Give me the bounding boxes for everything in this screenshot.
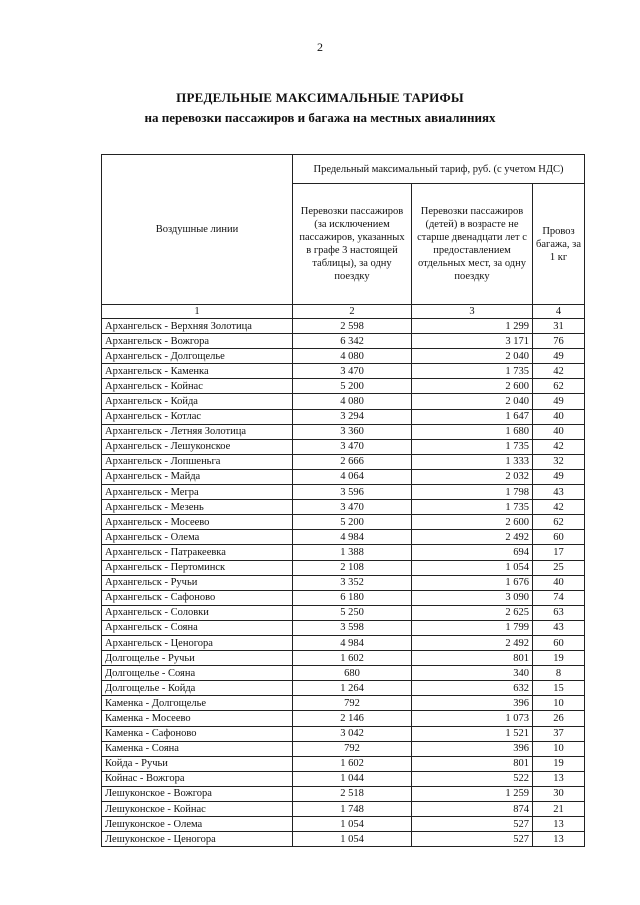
- baggage-tariff-cell: 10: [533, 696, 585, 711]
- baggage-tariff-cell: 10: [533, 741, 585, 756]
- route-cell: Долгощелье - Сояна: [102, 666, 293, 681]
- table-row: [102, 802, 585, 817]
- route-cell: Лешуконское - Ценогора: [102, 832, 293, 847]
- passenger-tariff-cell: 3 598: [293, 620, 412, 635]
- passenger-tariff-cell: 3 470: [293, 364, 412, 379]
- table-row: [102, 319, 585, 334]
- baggage-tariff-cell: 40: [533, 424, 585, 439]
- passenger-tariff-cell: 2 598: [293, 319, 412, 334]
- column-number: 2: [293, 305, 412, 319]
- child-tariff-cell: 2 040: [412, 349, 533, 364]
- child-tariff-cell: 1 647: [412, 409, 533, 424]
- child-tariff-cell: 2 600: [412, 515, 533, 530]
- child-tariff-cell: 522: [412, 771, 533, 786]
- child-tariff-cell: 2 625: [412, 605, 533, 620]
- baggage-tariff-cell: 49: [533, 394, 585, 409]
- baggage-tariff-cell: 74: [533, 590, 585, 605]
- table-row: [102, 771, 585, 786]
- route-cell: Лешуконское - Вожгора: [102, 786, 293, 801]
- child-tariff-cell: 1 073: [412, 711, 533, 726]
- child-tariff-cell: 3 171: [412, 334, 533, 349]
- baggage-tariff-cell: 43: [533, 485, 585, 500]
- header-routes: Воздушные линии: [102, 155, 293, 305]
- passenger-tariff-cell: 3 470: [293, 500, 412, 515]
- baggage-tariff-cell: 13: [533, 832, 585, 847]
- column-number: 4: [533, 305, 585, 319]
- child-tariff-cell: 1 054: [412, 560, 533, 575]
- route-cell: Архангельск - Олема: [102, 530, 293, 545]
- child-tariff-cell: 2 492: [412, 530, 533, 545]
- table-row: [102, 560, 585, 575]
- baggage-tariff-cell: 30: [533, 786, 585, 801]
- passenger-tariff-cell: 1 602: [293, 651, 412, 666]
- passenger-tariff-cell: 1 748: [293, 802, 412, 817]
- baggage-tariff-cell: 40: [533, 575, 585, 590]
- table-row: [102, 620, 585, 635]
- table-row: [102, 379, 585, 394]
- child-tariff-cell: 2 492: [412, 635, 533, 650]
- route-cell: Архангельск - Вожгора: [102, 334, 293, 349]
- child-tariff-cell: 801: [412, 756, 533, 771]
- route-cell: Архангельск - Лопшеньга: [102, 454, 293, 469]
- route-cell: Долгощелье - Койда: [102, 681, 293, 696]
- table-row: [102, 635, 585, 650]
- column-number: 1: [102, 305, 293, 319]
- route-cell: Архангельск - Сояна: [102, 620, 293, 635]
- table-row: [102, 666, 585, 681]
- passenger-tariff-cell: 4 984: [293, 635, 412, 650]
- baggage-tariff-cell: 37: [533, 726, 585, 741]
- table-row: [102, 515, 585, 530]
- baggage-tariff-cell: 8: [533, 666, 585, 681]
- child-tariff-cell: 801: [412, 651, 533, 666]
- document-title: ПРЕДЕЛЬНЫЕ МАКСИМАЛЬНЫЕ ТАРИФЫ: [176, 90, 464, 105]
- table-row: [102, 454, 585, 469]
- child-tariff-cell: 527: [412, 832, 533, 847]
- table-row: [102, 469, 585, 484]
- child-tariff-cell: 527: [412, 817, 533, 832]
- table-row: [102, 651, 585, 666]
- baggage-tariff-cell: 63: [533, 605, 585, 620]
- baggage-tariff-cell: 21: [533, 802, 585, 817]
- passenger-tariff-cell: 4 984: [293, 530, 412, 545]
- baggage-tariff-cell: 17: [533, 545, 585, 560]
- baggage-tariff-cell: 43: [533, 620, 585, 635]
- route-cell: Архангельск - Патракеевка: [102, 545, 293, 560]
- table-row: [102, 726, 585, 741]
- passenger-tariff-cell: 2 108: [293, 560, 412, 575]
- route-cell: Каменка - Мосеево: [102, 711, 293, 726]
- route-cell: Архангельск - Мосеево: [102, 515, 293, 530]
- page-number: 2: [317, 40, 323, 54]
- table-row: [102, 545, 585, 560]
- child-tariff-cell: 1 798: [412, 485, 533, 500]
- route-cell: Архангельск - Ручьи: [102, 575, 293, 590]
- baggage-tariff-cell: 62: [533, 515, 585, 530]
- table-row: [102, 741, 585, 756]
- table-row: [102, 349, 585, 364]
- baggage-tariff-cell: 32: [533, 454, 585, 469]
- baggage-tariff-cell: 60: [533, 530, 585, 545]
- passenger-tariff-cell: 1 602: [293, 756, 412, 771]
- table-row: [102, 786, 585, 801]
- route-cell: Каменка - Сояна: [102, 741, 293, 756]
- table-row: [102, 334, 585, 349]
- baggage-tariff-cell: 25: [533, 560, 585, 575]
- passenger-tariff-cell: 6 180: [293, 590, 412, 605]
- route-cell: Архангельск - Сафоново: [102, 590, 293, 605]
- child-tariff-cell: 1 735: [412, 439, 533, 454]
- table-row: [102, 364, 585, 379]
- route-cell: Архангельск - Ценогора: [102, 635, 293, 650]
- route-cell: Архангельск - Каменка: [102, 364, 293, 379]
- route-cell: Архангельск - Койда: [102, 394, 293, 409]
- table-row: [102, 575, 585, 590]
- table-row: [102, 681, 585, 696]
- route-cell: Архангельск - Пертоминск: [102, 560, 293, 575]
- route-cell: Архангельск - Мезень: [102, 500, 293, 515]
- route-cell: Архангельск - Долгощелье: [102, 349, 293, 364]
- table-row: [102, 590, 585, 605]
- passenger-tariff-cell: 3 596: [293, 485, 412, 500]
- passenger-tariff-cell: 2 518: [293, 786, 412, 801]
- baggage-tariff-cell: 26: [533, 711, 585, 726]
- tariff-table: [101, 154, 585, 847]
- passenger-tariff-cell: 1 044: [293, 771, 412, 786]
- child-tariff-cell: 340: [412, 666, 533, 681]
- header-tariff-group: Предельный максимальный тариф, руб. (с учетом НДС): [293, 155, 585, 184]
- table-row: [102, 756, 585, 771]
- route-cell: Каменка - Сафоново: [102, 726, 293, 741]
- route-cell: Койда - Ручьи: [102, 756, 293, 771]
- passenger-tariff-cell: 1 264: [293, 681, 412, 696]
- baggage-tariff-cell: 40: [533, 409, 585, 424]
- route-cell: Койнас - Вожгора: [102, 771, 293, 786]
- baggage-tariff-cell: 49: [533, 469, 585, 484]
- passenger-tariff-cell: 680: [293, 666, 412, 681]
- table-row: [102, 711, 585, 726]
- baggage-tariff-cell: 42: [533, 500, 585, 515]
- child-tariff-cell: 1 521: [412, 726, 533, 741]
- route-cell: Лешуконское - Койнас: [102, 802, 293, 817]
- baggage-tariff-cell: 76: [533, 334, 585, 349]
- passenger-tariff-cell: 3 470: [293, 439, 412, 454]
- child-tariff-cell: 3 090: [412, 590, 533, 605]
- baggage-tariff-cell: 49: [533, 349, 585, 364]
- baggage-tariff-cell: 42: [533, 439, 585, 454]
- route-cell: Каменка - Долгощелье: [102, 696, 293, 711]
- passenger-tariff-cell: 1 054: [293, 832, 412, 847]
- passenger-tariff-cell: 3 042: [293, 726, 412, 741]
- child-tariff-cell: 874: [412, 802, 533, 817]
- passenger-tariff-cell: 1 388: [293, 545, 412, 560]
- passenger-tariff-cell: 2 666: [293, 454, 412, 469]
- child-tariff-cell: 1 333: [412, 454, 533, 469]
- table-row: [102, 832, 585, 847]
- route-cell: Архангельск - Майда: [102, 469, 293, 484]
- child-tariff-cell: 1 680: [412, 424, 533, 439]
- child-tariff-cell: 396: [412, 741, 533, 756]
- header-baggage: Провоз багажа, за 1 кг: [533, 184, 585, 305]
- header-passengers: Перевозки пассажиров (за исключением пассажиров, указанных в графе 3 настоящей таблицы), за одну поездку: [293, 184, 412, 305]
- baggage-tariff-cell: 60: [533, 635, 585, 650]
- child-tariff-cell: 2 032: [412, 469, 533, 484]
- passenger-tariff-cell: 1 054: [293, 817, 412, 832]
- child-tariff-cell: 632: [412, 681, 533, 696]
- baggage-tariff-cell: 13: [533, 771, 585, 786]
- tariff-table-body: [102, 319, 585, 847]
- passenger-tariff-cell: 792: [293, 741, 412, 756]
- passenger-tariff-cell: 2 146: [293, 711, 412, 726]
- route-cell: Архангельск - Лешуконское: [102, 439, 293, 454]
- baggage-tariff-cell: 19: [533, 756, 585, 771]
- passenger-tariff-cell: 3 352: [293, 575, 412, 590]
- passenger-tariff-cell: 792: [293, 696, 412, 711]
- child-tariff-cell: 396: [412, 696, 533, 711]
- table-row: [102, 439, 585, 454]
- table-row: [102, 424, 585, 439]
- child-tariff-cell: 694: [412, 545, 533, 560]
- document-subtitle: на перевозки пассажиров и багажа на местных авиалиниях: [144, 110, 496, 125]
- passenger-tariff-cell: 3 294: [293, 409, 412, 424]
- table-row: [102, 394, 585, 409]
- child-tariff-cell: 1 799: [412, 620, 533, 635]
- route-cell: Лешуконское - Олема: [102, 817, 293, 832]
- table-row: [102, 696, 585, 711]
- route-cell: Архангельск - Койнас: [102, 379, 293, 394]
- child-tariff-cell: 2 600: [412, 379, 533, 394]
- child-tariff-cell: 1 735: [412, 364, 533, 379]
- table-row: [102, 605, 585, 620]
- column-number-row: [102, 305, 585, 319]
- passenger-tariff-cell: 6 342: [293, 334, 412, 349]
- passenger-tariff-cell: 4 080: [293, 394, 412, 409]
- baggage-tariff-cell: 15: [533, 681, 585, 696]
- route-cell: Архангельск - Летняя Золотица: [102, 424, 293, 439]
- table-row: [102, 409, 585, 424]
- route-cell: Архангельск - Мегра: [102, 485, 293, 500]
- route-cell: Архангельск - Соловки: [102, 605, 293, 620]
- column-number: 3: [412, 305, 533, 319]
- passenger-tariff-cell: 3 360: [293, 424, 412, 439]
- baggage-tariff-cell: 31: [533, 319, 585, 334]
- baggage-tariff-cell: 42: [533, 364, 585, 379]
- table-row: [102, 530, 585, 545]
- route-cell: Долгощелье - Ручьи: [102, 651, 293, 666]
- table-row: [102, 500, 585, 515]
- baggage-tariff-cell: 19: [533, 651, 585, 666]
- passenger-tariff-cell: 5 200: [293, 379, 412, 394]
- route-cell: Архангельск - Котлас: [102, 409, 293, 424]
- header-children: Перевозки пассажиров (детей) в возрасте не старше двенадцати лет с предоставлением отдельных мест, за одну поездку: [412, 184, 533, 305]
- passenger-tariff-cell: 4 064: [293, 469, 412, 484]
- child-tariff-cell: 2 040: [412, 394, 533, 409]
- child-tariff-cell: 1 259: [412, 786, 533, 801]
- child-tariff-cell: 1 299: [412, 319, 533, 334]
- child-tariff-cell: 1 735: [412, 500, 533, 515]
- passenger-tariff-cell: 5 250: [293, 605, 412, 620]
- baggage-tariff-cell: 13: [533, 817, 585, 832]
- child-tariff-cell: 1 676: [412, 575, 533, 590]
- passenger-tariff-cell: 5 200: [293, 515, 412, 530]
- route-cell: Архангельск - Верхняя Золотица: [102, 319, 293, 334]
- table-row: [102, 817, 585, 832]
- baggage-tariff-cell: 62: [533, 379, 585, 394]
- table-row: [102, 485, 585, 500]
- tariff-table-header: [102, 155, 585, 319]
- passenger-tariff-cell: 4 080: [293, 349, 412, 364]
